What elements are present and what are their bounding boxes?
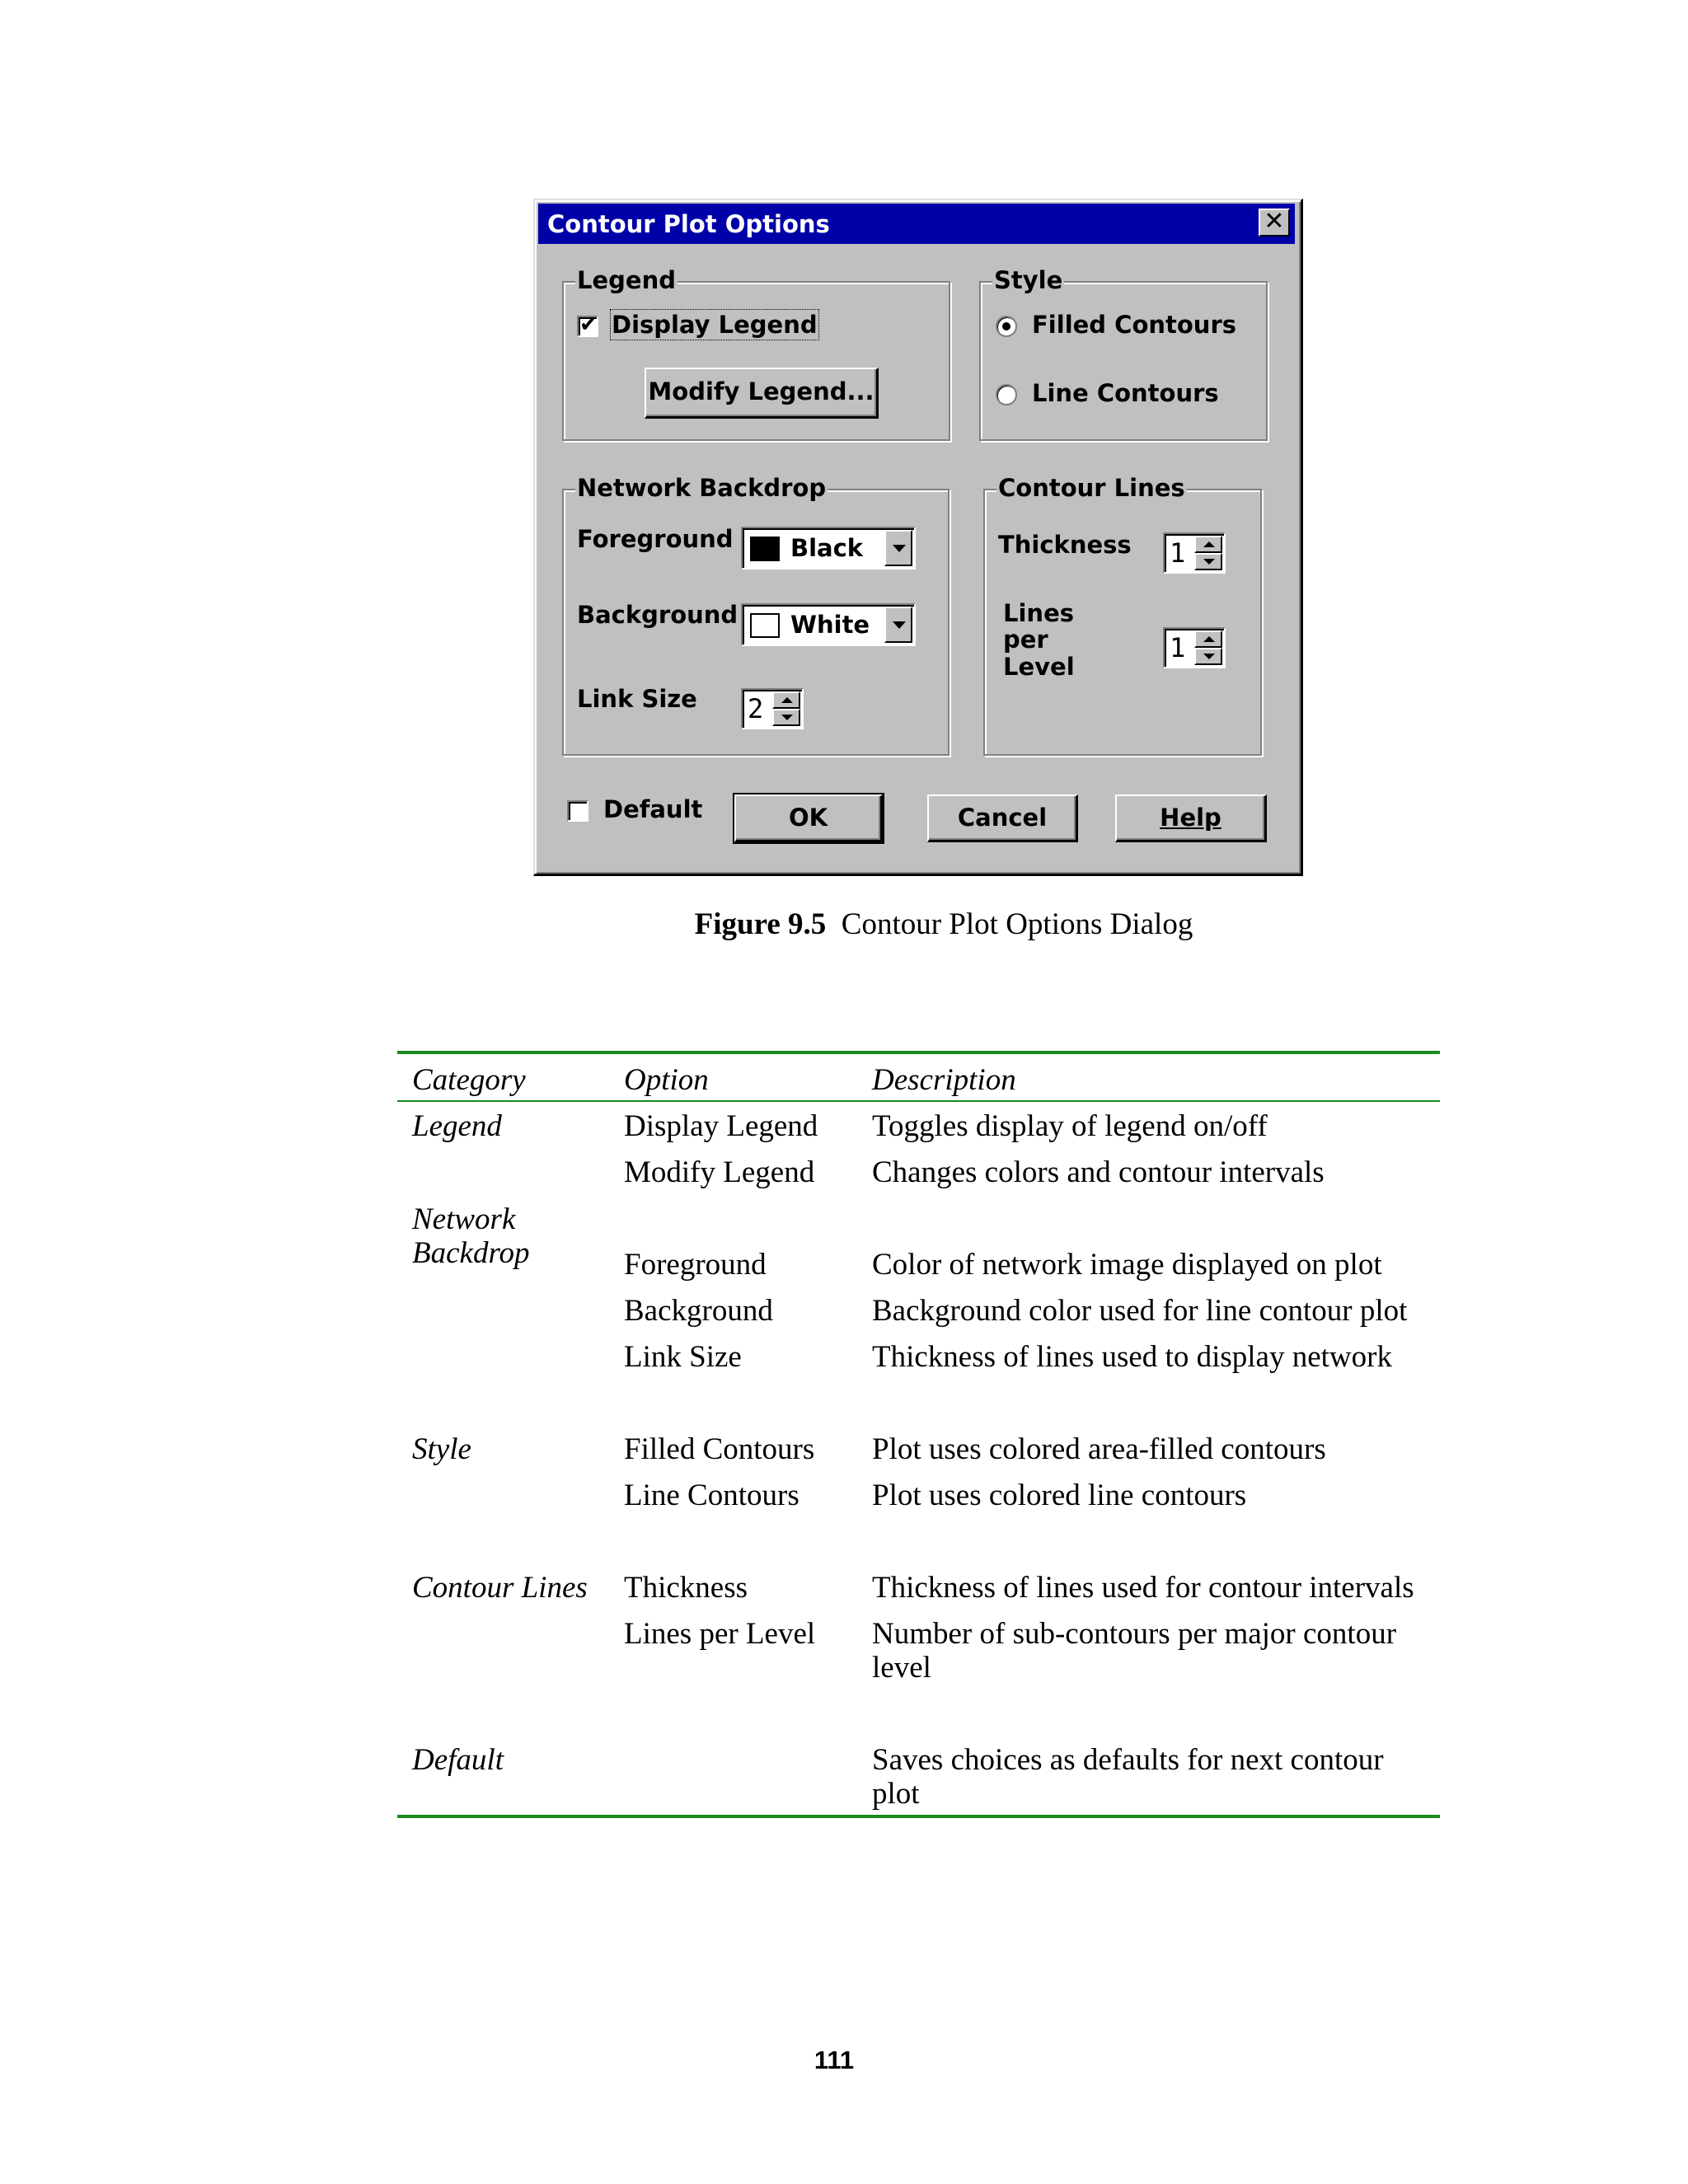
background-color-select[interactable] xyxy=(741,603,916,646)
cancel-button[interactable] xyxy=(927,794,1078,842)
default-checkbox[interactable] xyxy=(567,800,588,822)
line-contours-label[interactable]: Line Contours xyxy=(1032,379,1219,407)
legend-group-label: Legend xyxy=(577,266,676,294)
table-top-rule xyxy=(397,1051,1440,1054)
table-header-rule xyxy=(397,1100,1440,1102)
page-number: 111 xyxy=(814,2046,855,2074)
table-cell-description: Plot uses colored line contours xyxy=(872,1479,1247,1512)
spin-up-icon[interactable] xyxy=(1194,630,1222,648)
display-legend-checkbox[interactable] xyxy=(577,312,598,337)
table-cell-option: Foreground xyxy=(624,1248,767,1282)
table-cell-category: Legend xyxy=(412,1109,502,1143)
table-cell-option: Thickness xyxy=(624,1571,748,1605)
display-legend-label[interactable]: Display Legend xyxy=(612,311,818,339)
contour-lines-group xyxy=(983,474,1262,756)
foreground-color-swatch xyxy=(750,537,780,561)
ok-button[interactable] xyxy=(734,794,883,842)
table-header-option: Option xyxy=(624,1063,709,1097)
background-color-swatch xyxy=(750,613,780,638)
table-cell-description: Background color used for line contour plot xyxy=(872,1294,1408,1328)
table-cell-option: Link Size xyxy=(624,1340,742,1374)
background-color-value: White xyxy=(790,611,870,639)
thickness-value[interactable]: 1 xyxy=(1170,537,1186,569)
thickness-spinner[interactable] xyxy=(1163,532,1226,574)
lines-per-level-label-line2: per xyxy=(1003,626,1048,654)
figure-caption xyxy=(0,907,1688,942)
checkmark-icon: ✔ xyxy=(579,312,598,337)
table-cell-description: Thickness of lines used for contour intervals xyxy=(872,1571,1414,1605)
table-cell-description: Plot uses colored area-filled contours xyxy=(872,1432,1326,1466)
network-backdrop-group xyxy=(562,474,950,756)
table-cell-option: Background xyxy=(624,1294,773,1328)
dialog-title-bar[interactable] xyxy=(538,204,1295,244)
table-cell-description: Toggles display of legend on/off xyxy=(872,1109,1268,1143)
figure-caption-text: Contour Plot Options Dialog xyxy=(841,907,1193,941)
help-button[interactable] xyxy=(1115,794,1267,842)
ok-button-label: OK xyxy=(788,804,828,832)
table-cell-description-continued: plot xyxy=(872,1777,920,1811)
table-cell-option: Lines per Level xyxy=(624,1617,816,1651)
table-header-category: Category xyxy=(412,1063,526,1097)
lines-per-level-label-line1: Lines xyxy=(1003,599,1074,627)
link-size-label: Link Size xyxy=(577,685,697,713)
legend-group xyxy=(562,266,950,441)
spin-down-icon[interactable] xyxy=(1194,553,1222,570)
table-cell-category: Contour Lines xyxy=(412,1571,588,1605)
table-header-description: Description xyxy=(872,1063,1016,1097)
spin-down-icon[interactable] xyxy=(772,709,800,726)
filled-contours-label[interactable]: Filled Contours xyxy=(1032,311,1237,339)
chevron-down-icon[interactable] xyxy=(884,530,912,566)
lines-per-level-spinner[interactable] xyxy=(1163,627,1226,668)
table-cell-category: Network xyxy=(412,1202,516,1236)
foreground-color-select[interactable] xyxy=(741,527,916,569)
table-cell-description: Changes colors and contour intervals xyxy=(872,1155,1325,1189)
line-contours-radio[interactable] xyxy=(996,384,1017,405)
table-cell-description: Number of sub-contours per major contour xyxy=(872,1617,1397,1651)
contour-plot-options-dialog xyxy=(533,199,1303,876)
figure-number: Figure 9.5 xyxy=(694,907,827,941)
table-cell-description: Thickness of lines used to display network xyxy=(872,1340,1392,1374)
contour-lines-group-label: Contour Lines xyxy=(998,474,1185,502)
chevron-down-icon[interactable] xyxy=(884,607,912,643)
table-cell-option: Modify Legend xyxy=(624,1155,815,1189)
table-cell-category: Backdrop xyxy=(412,1236,530,1270)
background-label: Background xyxy=(577,601,738,629)
table-cell-option: Line Contours xyxy=(624,1479,799,1512)
table-cell-category: Style xyxy=(412,1432,471,1466)
close-button[interactable] xyxy=(1259,209,1290,237)
lines-per-level-value[interactable]: 1 xyxy=(1170,632,1186,663)
filled-contours-radio[interactable] xyxy=(996,316,1017,337)
style-group-label: Style xyxy=(994,266,1063,294)
radio-selected-dot-icon xyxy=(1002,322,1010,330)
lines-per-level-label-line3: Level xyxy=(1003,653,1075,681)
table-cell-description: Saves choices as defaults for next contour xyxy=(872,1743,1384,1777)
spin-down-icon[interactable] xyxy=(1194,648,1222,665)
spin-up-icon[interactable] xyxy=(1194,536,1222,553)
modify-legend-button[interactable] xyxy=(645,368,879,419)
table-cell-description: Color of network image displayed on plot xyxy=(872,1248,1382,1282)
dialog-title: Contour Plot Options xyxy=(547,210,830,238)
table-cell-option: Display Legend xyxy=(624,1109,818,1143)
default-label[interactable]: Default xyxy=(603,795,703,823)
link-size-spinner[interactable] xyxy=(741,688,804,729)
close-icon: ✕ xyxy=(1264,207,1285,236)
modify-legend-button-label: Modify Legend... xyxy=(648,377,874,405)
help-button-label: Help xyxy=(1160,804,1221,832)
thickness-label: Thickness xyxy=(998,531,1132,559)
foreground-color-value: Black xyxy=(790,534,864,562)
table-cell-option: Filled Contours xyxy=(624,1432,815,1466)
spin-up-icon[interactable] xyxy=(772,691,800,709)
style-group xyxy=(979,266,1268,441)
table-cell-description-continued: level xyxy=(872,1651,931,1685)
cancel-button-label: Cancel xyxy=(957,804,1048,832)
table-cell-category: Default xyxy=(412,1743,504,1777)
foreground-label: Foreground xyxy=(577,525,734,553)
link-size-value[interactable]: 2 xyxy=(748,693,764,724)
table-bottom-rule xyxy=(397,1815,1440,1818)
network-backdrop-group-label: Network Backdrop xyxy=(577,474,827,502)
